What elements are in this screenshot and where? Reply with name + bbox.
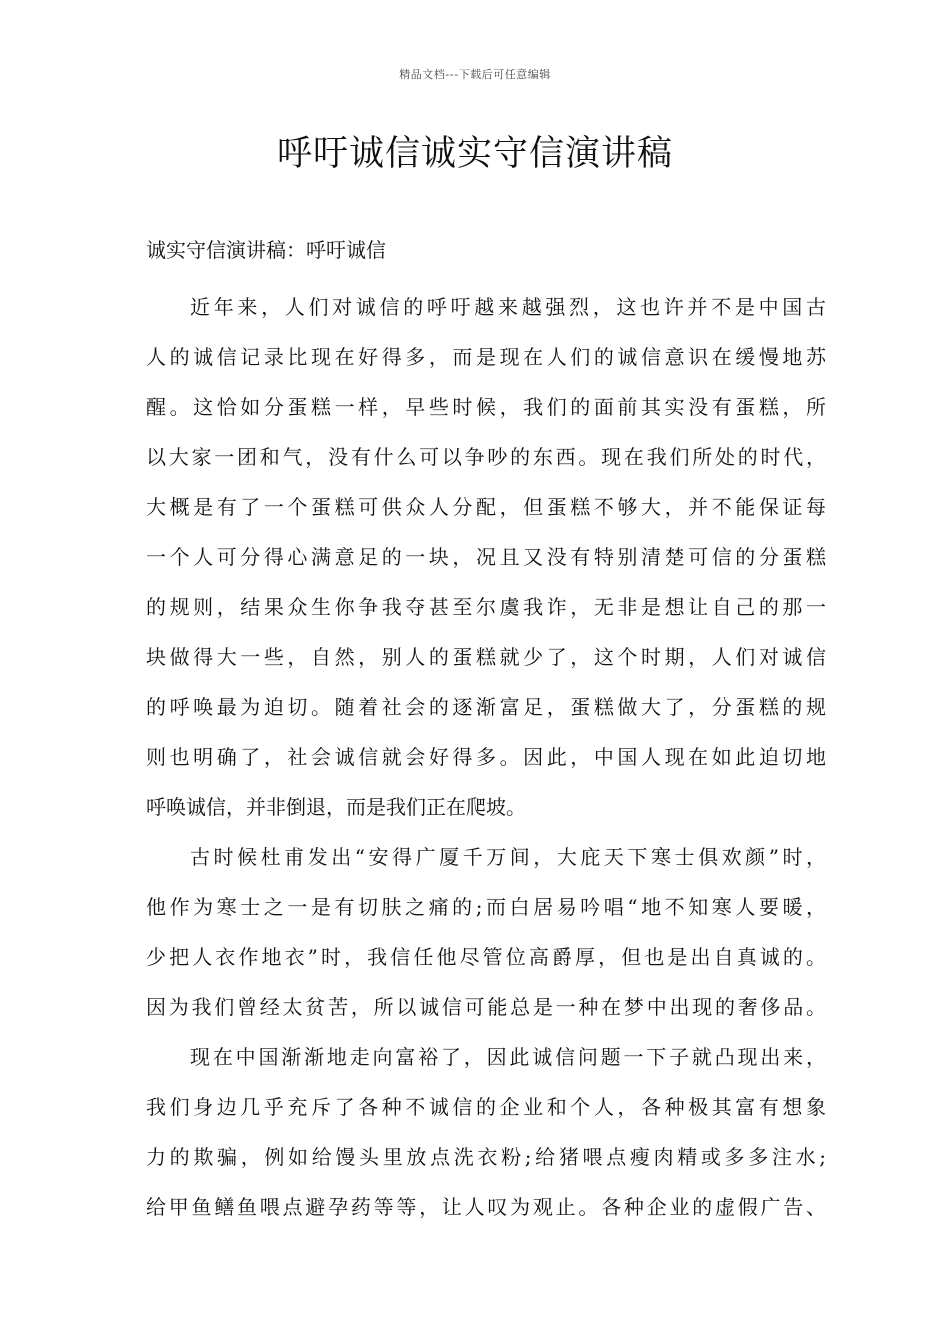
paragraph-line: 呼唤诚信，并非倒退，而是我们正在爬坡。 [146,795,526,819]
header-note: 精品文档---下载后可任意编辑 [399,68,551,81]
paragraph-line: 因为我们曾经太贫苦，所以诚信可能总是一种在梦中出现的奢侈品。 [146,995,826,1019]
paragraph-line: 一个人可分得心满意足的一块，况且又没有特别清楚可信的分蛋糕 [146,545,826,569]
paragraph-2 [146,832,826,1032]
paragraph-line: 块做得大一些，自然，别人的蛋糕就少了，这个时期，人们对诚信 [146,645,826,669]
paragraph-3 [146,1032,826,1232]
paragraph-line: 古时候杜甫发出“安得广厦千万间，大庇天下寒士俱欢颜”时， [190,845,826,869]
document-body [146,232,826,1232]
paragraph-line: 给甲鱼鳝鱼喂点避孕药等等，让人叹为观止。各种企业的虚假广告、 [146,1195,826,1219]
paragraph-line: 现在中国渐渐地走向富裕了，因此诚信问题一下子就凸现出来， [190,1045,826,1069]
paragraph-line: 大概是有了一个蛋糕可供众人分配，但蛋糕不够大，并不能保证每 [146,495,826,519]
paragraph-line: 则也明确了，社会诚信就会好得多。因此，中国人现在如此迫切地 [146,745,826,769]
document-subtitle: 诚实守信演讲稿：呼吁诚信 [146,238,386,262]
paragraph-line: 醒。这恰如分蛋糕一样，早些时候，我们的面前其实没有蛋糕，所 [146,395,826,419]
document-title: 呼吁诚信诚实守信演讲稿 [276,134,673,174]
paragraph-line: 的呼唤最为迫切。随着社会的逐渐富足，蛋糕做大了，分蛋糕的规 [146,695,826,719]
paragraph-line: 的规则，结果众生你争我夺甚至尔虞我诈，无非是想让自己的那一 [146,595,826,619]
paragraph-line: 以大家一团和气，没有什么可以争吵的东西。现在我们所处的时代， [146,445,826,469]
paragraph-line: 近年来，人们对诚信的呼吁越来越强烈，这也许并不是中国古 [190,295,826,319]
paragraph-line: 他作为寒士之一是有切肤之痛的;而白居易吟唱“地不知寒人要暖， [146,895,826,919]
paragraph-line: 力的欺骗，例如给馒头里放点洗衣粉;给猪喂点瘦肉精或多多注水; [146,1145,826,1169]
paragraph-1 [146,282,826,832]
paragraph-line: 我们身边几乎充斥了各种不诚信的企业和个人，各种极其富有想象 [146,1095,826,1119]
paragraph-line: 人的诚信记录比现在好得多，而是现在人们的诚信意识在缓慢地苏 [146,345,826,369]
paragraph-line: 少把人衣作地衣”时，我信任他尽管位高爵厚，但也是出自真诚的。 [146,945,826,969]
